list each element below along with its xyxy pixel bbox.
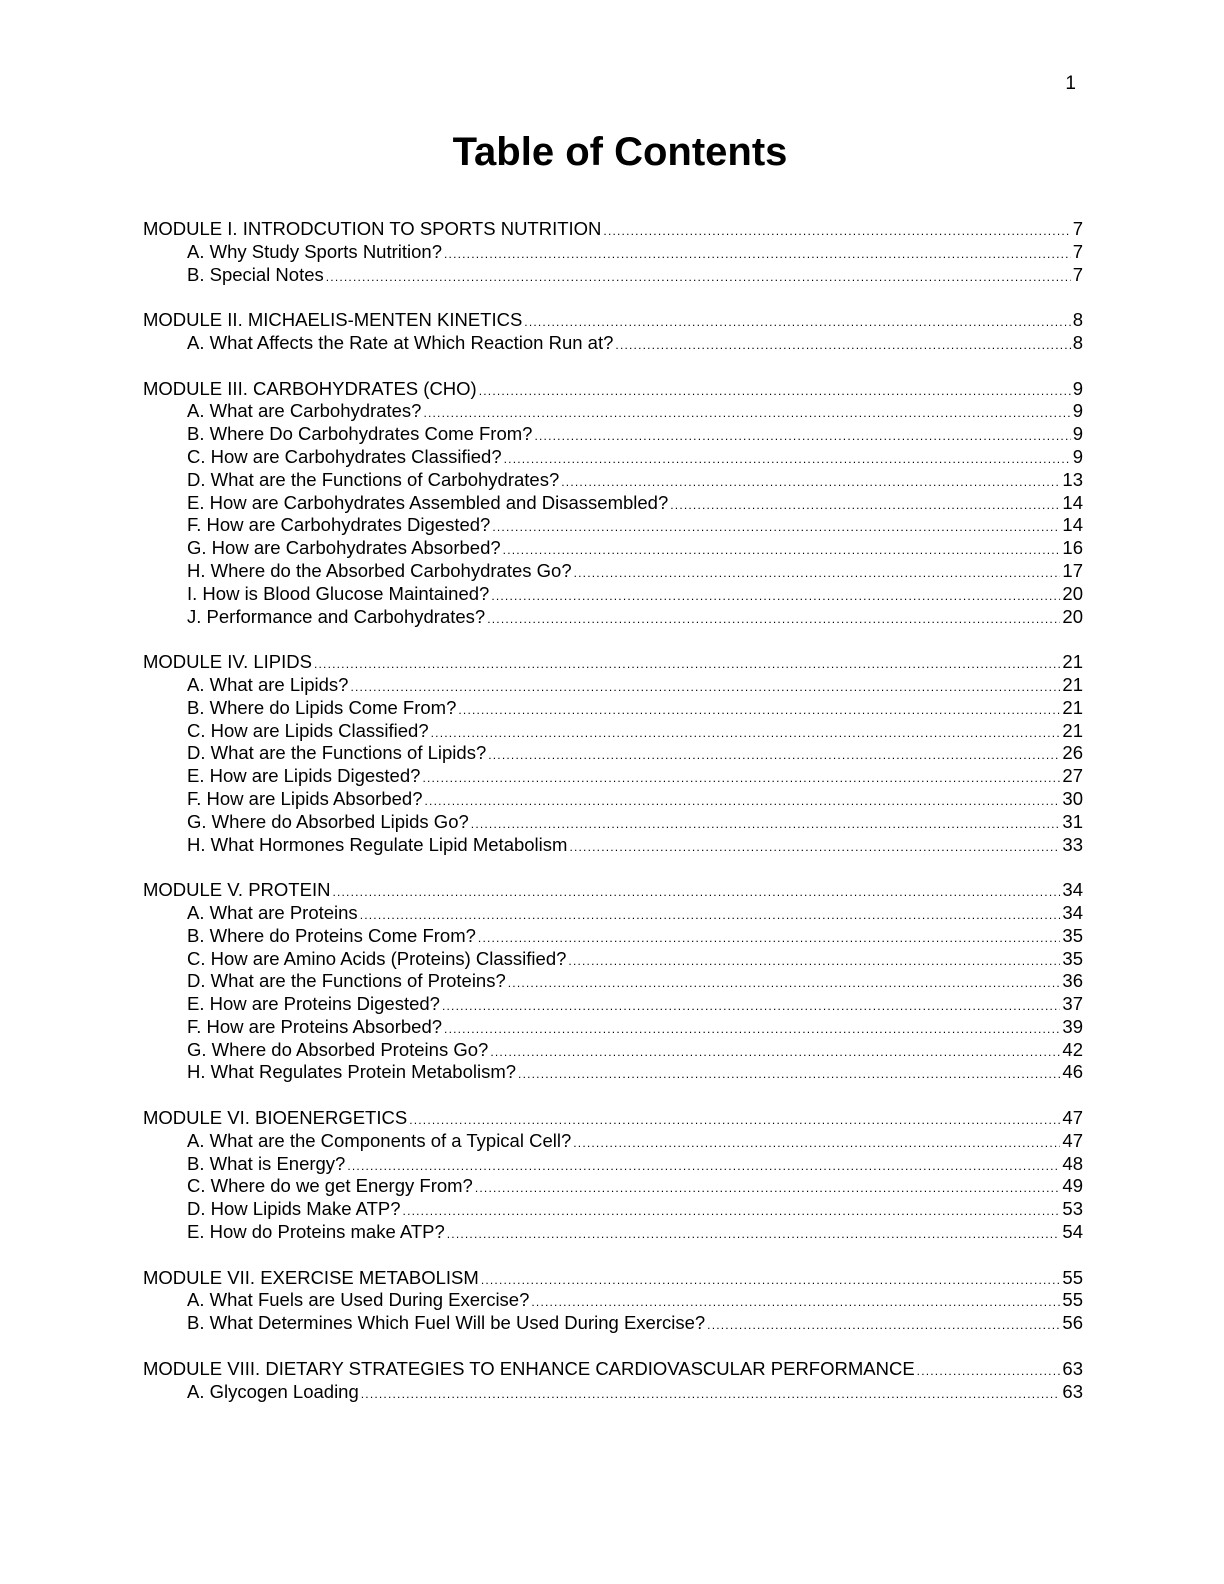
dot-leader	[360, 904, 1061, 927]
dot-leader	[603, 220, 1070, 243]
dot-leader	[442, 995, 1060, 1018]
toc-section-entry[interactable]	[143, 423, 1083, 446]
toc-section-title: D. How Lipids Make ATP?	[187, 1198, 401, 1220]
toc-section-entry[interactable]	[143, 264, 1083, 287]
toc-section-entry[interactable]	[143, 1061, 1083, 1084]
toc-section-title: H. Where do the Absorbed Carbohydrates Go?	[187, 559, 572, 581]
dot-leader	[444, 243, 1071, 266]
toc-page-number: 49	[1062, 1175, 1083, 1197]
toc-section-title: D. What are the Functions of Carbohydrates?	[187, 468, 560, 490]
toc-page-number: 9	[1072, 423, 1083, 445]
toc-page-number: 9	[1072, 445, 1083, 467]
dot-leader	[425, 790, 1061, 813]
toc-module-entry[interactable]	[143, 651, 1083, 674]
dot-leader	[409, 1109, 1060, 1132]
toc-section-title: H. What Hormones Regulate Lipid Metabolism	[187, 833, 568, 855]
toc-section-title: A. Why Study Sports Nutrition?	[187, 240, 442, 262]
toc-module	[143, 218, 1083, 286]
toc-section-entry[interactable]	[143, 560, 1083, 583]
toc-section-title: C. Where do we get Energy From?	[187, 1175, 473, 1197]
dot-leader	[478, 927, 1061, 950]
toc-module-title: MODULE VI. BIOENERGETICS	[143, 1107, 408, 1129]
dot-leader	[350, 676, 1060, 699]
toc-module-title: MODULE I. INTRODCUTION TO SPORTS NUTRITION	[143, 218, 602, 239]
dot-leader	[423, 402, 1070, 425]
toc-page-number: 35	[1062, 947, 1083, 969]
dot-leader	[508, 972, 1061, 995]
toc-section-entry[interactable]	[143, 1289, 1083, 1312]
dot-leader	[707, 1314, 1060, 1337]
toc-page-number: 8	[1072, 309, 1083, 331]
toc-section-title: D. What are the Functions of Proteins?	[187, 970, 506, 992]
toc-section-title: F. How are Lipids Absorbed?	[187, 787, 423, 809]
toc-page-number: 39	[1062, 1015, 1083, 1037]
toc-page-number: 21	[1062, 696, 1083, 718]
toc-page-number: 31	[1062, 810, 1083, 832]
toc-page-number: 47	[1062, 1107, 1083, 1129]
dot-leader	[488, 744, 1060, 767]
toc-page-number: 21	[1062, 673, 1083, 695]
toc-section-title: A. What are Proteins	[187, 901, 358, 923]
dot-leader	[670, 494, 1060, 517]
toc-section-title: C. How are Carbohydrates Classified?	[187, 445, 502, 467]
dot-leader	[444, 1018, 1060, 1041]
dot-leader	[487, 608, 1060, 631]
toc-section-title: D. What are the Functions of Lipids?	[187, 742, 487, 764]
toc-section-entry[interactable]	[143, 834, 1083, 857]
dot-leader	[326, 266, 1071, 289]
toc-section-title: B. Where do Lipids Come From?	[187, 696, 457, 718]
toc-module-entry[interactable]	[143, 218, 1083, 241]
toc-section-entry[interactable]	[143, 1221, 1083, 1244]
toc-page-number: 7	[1072, 218, 1083, 239]
dot-leader	[561, 471, 1060, 494]
table-of-contents	[143, 218, 1083, 1426]
toc-page-number: 53	[1062, 1198, 1083, 1220]
dot-leader	[917, 1360, 1061, 1383]
toc-page-number: 35	[1062, 924, 1083, 946]
dot-leader	[471, 813, 1061, 836]
toc-section-title: C. How are Lipids Classified?	[187, 719, 429, 741]
toc-page-number: 14	[1062, 491, 1083, 513]
toc-section-title: A. What Affects the Rate at Which Reaction Run at?	[187, 331, 614, 353]
dot-leader	[458, 699, 1060, 722]
toc-section-title: J. Performance and Carbohydrates?	[187, 605, 486, 627]
toc-section-entry[interactable]	[143, 674, 1083, 697]
toc-page-number: 55	[1062, 1289, 1083, 1311]
dot-leader	[431, 722, 1061, 745]
toc-section-entry[interactable]	[143, 1016, 1083, 1039]
toc-module	[143, 309, 1083, 355]
dot-leader	[504, 448, 1071, 471]
toc-module-title: MODULE II. MICHAELIS-MENTEN KINETICS	[143, 309, 523, 331]
dot-leader	[361, 1383, 1061, 1406]
dot-leader	[531, 1291, 1060, 1314]
toc-page-number: 33	[1062, 833, 1083, 855]
toc-page-number: 14	[1062, 514, 1083, 536]
dot-leader	[422, 767, 1060, 790]
toc-page-number: 17	[1062, 559, 1083, 581]
dot-leader	[492, 516, 1060, 539]
toc-page-number: 7	[1072, 263, 1083, 285]
toc-section-entry[interactable]	[143, 765, 1083, 788]
toc-module	[143, 378, 1083, 629]
toc-module-entry[interactable]	[143, 1267, 1083, 1290]
page-number: 1	[1065, 73, 1076, 94]
dot-leader	[524, 311, 1070, 334]
toc-section-title: A. What are Lipids?	[187, 673, 349, 695]
toc-page-number: 8	[1072, 331, 1083, 353]
toc-section-title: G. Where do Absorbed Proteins Go?	[187, 1038, 489, 1060]
toc-page-number: 13	[1062, 468, 1083, 490]
toc-section-entry[interactable]	[143, 1175, 1083, 1198]
toc-module-title: MODULE VII. EXERCISE METABOLISM	[143, 1266, 479, 1288]
toc-page-number: 26	[1062, 742, 1083, 764]
toc-page-number: 48	[1062, 1152, 1083, 1174]
toc-section-title: H. What Regulates Protein Metabolism?	[187, 1061, 517, 1083]
dot-leader	[518, 1063, 1060, 1086]
toc-section-entry[interactable]	[143, 583, 1083, 606]
toc-section-title: A. Glycogen Loading	[187, 1380, 359, 1402]
toc-module-entry[interactable]	[143, 1358, 1083, 1381]
dot-leader	[447, 1223, 1061, 1246]
toc-section-entry[interactable]	[143, 1130, 1083, 1153]
toc-module-title: MODULE III. CARBOHYDRATES (CHO)	[143, 377, 477, 399]
toc-page-number: 42	[1062, 1038, 1083, 1060]
toc-page-number: 34	[1062, 901, 1083, 923]
toc-section-entry[interactable]	[143, 1381, 1083, 1404]
toc-page-number: 21	[1062, 719, 1083, 741]
toc-module-entry[interactable]	[143, 1107, 1083, 1130]
toc-module-entry[interactable]	[143, 879, 1083, 902]
toc-module-title: MODULE V. PROTEIN	[143, 879, 331, 901]
toc-section-entry[interactable]	[143, 902, 1083, 925]
toc-section-title: G. How are Carbohydrates Absorbed?	[187, 537, 501, 559]
toc-section-entry[interactable]	[143, 925, 1083, 948]
toc-section-title: A. What are Carbohydrates?	[187, 400, 422, 422]
toc-section-title: F. How are Proteins Absorbed?	[187, 1015, 443, 1037]
dot-leader	[314, 653, 1060, 676]
toc-page-number: 27	[1062, 765, 1083, 787]
dot-leader	[479, 380, 1071, 403]
toc-page-number: 46	[1062, 1061, 1083, 1083]
toc-section-entry[interactable]	[143, 1312, 1083, 1335]
toc-module	[143, 1267, 1083, 1335]
toc-page-number: 9	[1072, 377, 1083, 399]
toc-section-entry[interactable]	[143, 400, 1083, 423]
toc-section-title: C. How are Amino Acids (Proteins) Classified?	[187, 947, 567, 969]
dot-leader	[403, 1200, 1061, 1223]
dot-leader	[491, 585, 1060, 608]
toc-section-entry[interactable]	[143, 742, 1083, 765]
toc-section-entry[interactable]	[143, 811, 1083, 834]
toc-module	[143, 879, 1083, 1084]
toc-section-entry[interactable]	[143, 514, 1083, 537]
toc-section-entry[interactable]	[143, 697, 1083, 720]
toc-page-number: 7	[1072, 240, 1083, 262]
toc-section-title: A. What Fuels are Used During Exercise?	[187, 1289, 530, 1311]
toc-page-number: 30	[1062, 787, 1083, 809]
toc-page-number: 54	[1062, 1221, 1083, 1243]
toc-module	[143, 1107, 1083, 1244]
toc-page-number: 63	[1062, 1380, 1083, 1402]
toc-section-entry[interactable]	[143, 241, 1083, 264]
toc-section-entry[interactable]	[143, 993, 1083, 1016]
toc-section-entry[interactable]	[143, 492, 1083, 515]
toc-page-number: 21	[1062, 651, 1083, 673]
toc-page-number: 56	[1062, 1312, 1083, 1334]
toc-section-title: A. What are the Components of a Typical Cell?	[187, 1129, 572, 1151]
page-title: Table of Contents	[452, 130, 788, 174]
toc-page-number: 37	[1062, 993, 1083, 1015]
toc-page-number: 20	[1062, 605, 1083, 627]
dot-leader	[615, 334, 1070, 357]
toc-section-title: E. How are Lipids Digested?	[187, 765, 421, 787]
toc-section-title: F. How are Carbohydrates Digested?	[187, 514, 491, 536]
toc-section-entry[interactable]	[143, 1153, 1083, 1176]
dot-leader	[534, 425, 1070, 448]
toc-section-entry[interactable]	[143, 537, 1083, 560]
toc-section-entry[interactable]	[143, 1198, 1083, 1221]
toc-section-title: B. Where do Proteins Come From?	[187, 924, 476, 946]
toc-page-number: 47	[1062, 1129, 1083, 1151]
toc-section-entry[interactable]	[143, 948, 1083, 971]
dot-leader	[568, 950, 1060, 973]
dot-leader	[574, 562, 1061, 585]
toc-page-number: 34	[1062, 879, 1083, 901]
toc-section-entry[interactable]	[143, 720, 1083, 743]
toc-page-number: 9	[1072, 400, 1083, 422]
dot-leader	[332, 881, 1060, 904]
dot-leader	[573, 1132, 1060, 1155]
toc-section-title: E. How are Carbohydrates Assembled and Disassembled?	[187, 491, 669, 513]
toc-module-entry[interactable]	[143, 378, 1083, 401]
toc-page-number: 16	[1062, 537, 1083, 559]
toc-section-title: G. Where do Absorbed Lipids Go?	[187, 810, 469, 832]
dot-leader	[503, 539, 1061, 562]
toc-module	[143, 1358, 1083, 1404]
toc-module-title: MODULE IV. LIPIDS	[143, 651, 312, 673]
toc-page-number: 36	[1062, 970, 1083, 992]
toc-section-entry[interactable]	[143, 446, 1083, 469]
toc-section-title: B. Where Do Carbohydrates Come From?	[187, 423, 533, 445]
toc-section-entry[interactable]	[143, 469, 1083, 492]
toc-section-title: B. Special Notes	[187, 263, 324, 285]
toc-section-title: I. How is Blood Glucose Maintained?	[187, 582, 490, 604]
dot-leader	[481, 1269, 1061, 1292]
toc-page-number: 63	[1062, 1357, 1083, 1379]
dot-leader	[347, 1155, 1060, 1178]
toc-section-entry[interactable]	[143, 970, 1083, 993]
toc-section-title: E. How do Proteins make ATP?	[187, 1221, 445, 1243]
toc-section-entry[interactable]	[143, 332, 1083, 355]
toc-module-title: MODULE VIII. DIETARY STRATEGIES TO ENHANCE CARDIOVASCULAR PERFORMANCE	[143, 1357, 915, 1379]
toc-module	[143, 651, 1083, 856]
toc-page-number: 55	[1062, 1266, 1083, 1288]
toc-section-entry[interactable]	[143, 606, 1083, 629]
dot-leader	[569, 836, 1060, 859]
toc-section-entry[interactable]	[143, 1039, 1083, 1062]
toc-section-title: E. How are Proteins Digested?	[187, 993, 440, 1015]
dot-leader	[475, 1177, 1061, 1200]
dot-leader	[490, 1041, 1060, 1064]
toc-section-title: B. What Determines Which Fuel Will be Used During Exercise?	[187, 1312, 706, 1334]
toc-page-number: 20	[1062, 582, 1083, 604]
toc-module-entry[interactable]	[143, 309, 1083, 332]
toc-section-entry[interactable]	[143, 788, 1083, 811]
toc-section-title: B. What is Energy?	[187, 1152, 346, 1174]
